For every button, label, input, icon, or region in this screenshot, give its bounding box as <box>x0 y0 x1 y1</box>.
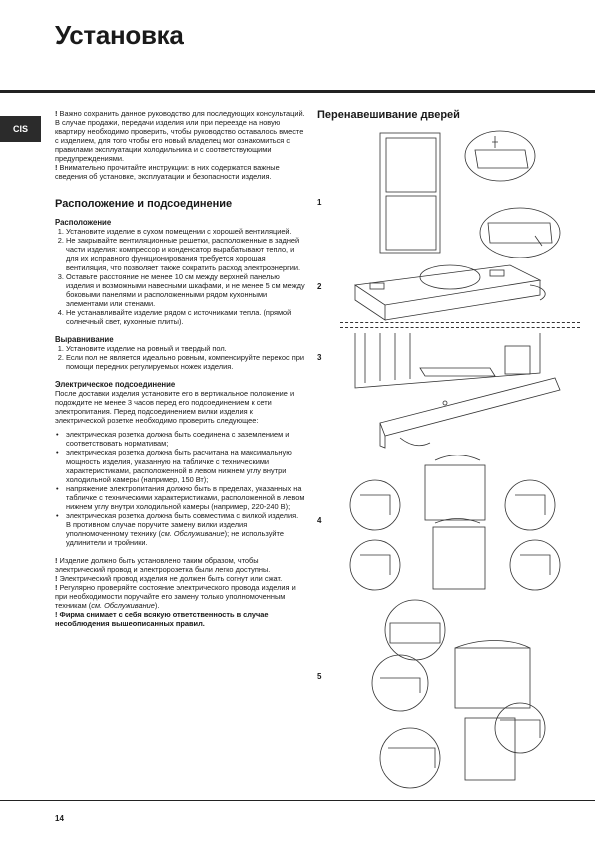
step-3-illustration <box>340 328 570 453</box>
step-number: 3 <box>317 353 322 362</box>
header-rule <box>0 90 595 93</box>
list-item: • напряжение электропитания должно быть в пределах, указанных на табличке с техническими характеристиками, расположенной в левом нижнем углу внутри холодильной камеры (например, 220-240 В); <box>66 484 305 511</box>
electrical-heading: Электрическое подсоединение <box>55 380 176 389</box>
door-section-title: Перенавешивание дверей <box>317 109 460 121</box>
footer-rule <box>0 800 595 801</box>
warning-4: ! Фирма снимает с себя всякую ответственность в случае несоблюдения вышеописанных правил. <box>55 610 269 628</box>
list-item: 1. Установите изделие на ровный и твердый пол. <box>66 344 305 353</box>
step-number: 1 <box>317 198 322 207</box>
list-item: • электрическая розетка должна быть соединена с заземлением и соответствовать нормативам; <box>66 430 305 448</box>
step-5-illustration <box>370 598 570 790</box>
step-1-illustration <box>370 128 570 258</box>
list-item: 1. Установите изделие в сухом помещении с хорошей вентиляцией. <box>66 227 305 236</box>
step-number: 4 <box>317 516 322 525</box>
section-heading: Расположение и подсоединение <box>55 198 233 210</box>
list-item: 2. Если пол не является идеально ровным, компенсируйте перекос при помощи передних регулируемых ножек изделия. <box>66 353 305 371</box>
language-tab: CIS <box>0 116 41 142</box>
intro-paragraph-1: ! Важно сохранить данное руководство для последующих консультаций. В случае продажи, передачи изделия или при переезде на новую квартиру необходимо проверить, чтобы руководство оставалось вместе с изделием, для того чтобы его новый владелец мог ознакомиться с правилами эксплуатации холодильника и с соответствующими предупреждениями. <box>55 109 305 163</box>
intro-paragraph-2: ! Внимательно прочитайте инструкции: в них содержатся важные сведения об установке, эксплуатации и безопасности изделия. <box>55 163 280 181</box>
list-item: • электрическая розетка должна быть совместима с вилкой изделия. В противном случае поручите замену вилки изделия уполномоченному технику (см. Обслуживание); не используйте удлинители и тройники. <box>66 511 305 547</box>
list-item: 3. Оставьте расстояние не менее 10 см между верхней панелью изделия и возможными навесными шкафами, и не менее 5 см между боковыми панелями и расположенными рядом кухонными элементами или стенами. <box>66 272 305 308</box>
list-item: 2. Не закрывайте вентиляционные решетки, расположенные в задней части изделия: компрессор и конденсатор вырабатывают тепло, и для их исправного функционирования требуется хорошая вентиляция, что позволяет также сократить расход электроэнергии. <box>66 236 305 272</box>
step-number: 5 <box>317 672 322 681</box>
step-2-illustration <box>340 255 560 325</box>
left-column <box>55 109 305 628</box>
electrical-list <box>55 430 305 547</box>
electrical-intro: После доставки изделия установите его в вертикальное положение и подождите не менее 3 часов перед его подсоединением к сети электропитания. Перед подсоединением вилки изделия к электрической розетке необходимо проверить следующее: <box>55 389 295 425</box>
list-item: 4. Не устанавливайте изделие рядом с источниками тепла. (прямой солнечный свет, кухонные плиты). <box>66 308 305 326</box>
location-heading: Расположение <box>55 218 112 227</box>
warning-1: ! Изделие должно быть установлено таким образом, чтобы электрический провод и электророзетка были легко доступны. <box>55 556 271 574</box>
page-number: 14 <box>55 814 64 823</box>
warning-2: ! Электрический провод изделия не должен быть согнут или сжат. <box>55 574 283 583</box>
warning-3: ! Регулярно проверяйте состояние электрического провода изделия и при необходимости поручайте его замену только уполномоченным техникам (см. Обслуживание). <box>55 583 296 610</box>
step-4-illustration <box>345 455 570 595</box>
leveling-list <box>55 344 305 371</box>
location-list <box>55 227 305 326</box>
list-item: • электрическая розетка должна быть расчитана на максимальную мощность изделия, указанную на табличке с техническими характеристиками, расположенной в левом нижнем углу внутри холодильной камеры (например, 150 Вт); <box>66 448 305 484</box>
step-number: 2 <box>317 282 322 291</box>
page-title: Установка <box>55 20 184 50</box>
leveling-heading: Выравнивание <box>55 335 114 344</box>
